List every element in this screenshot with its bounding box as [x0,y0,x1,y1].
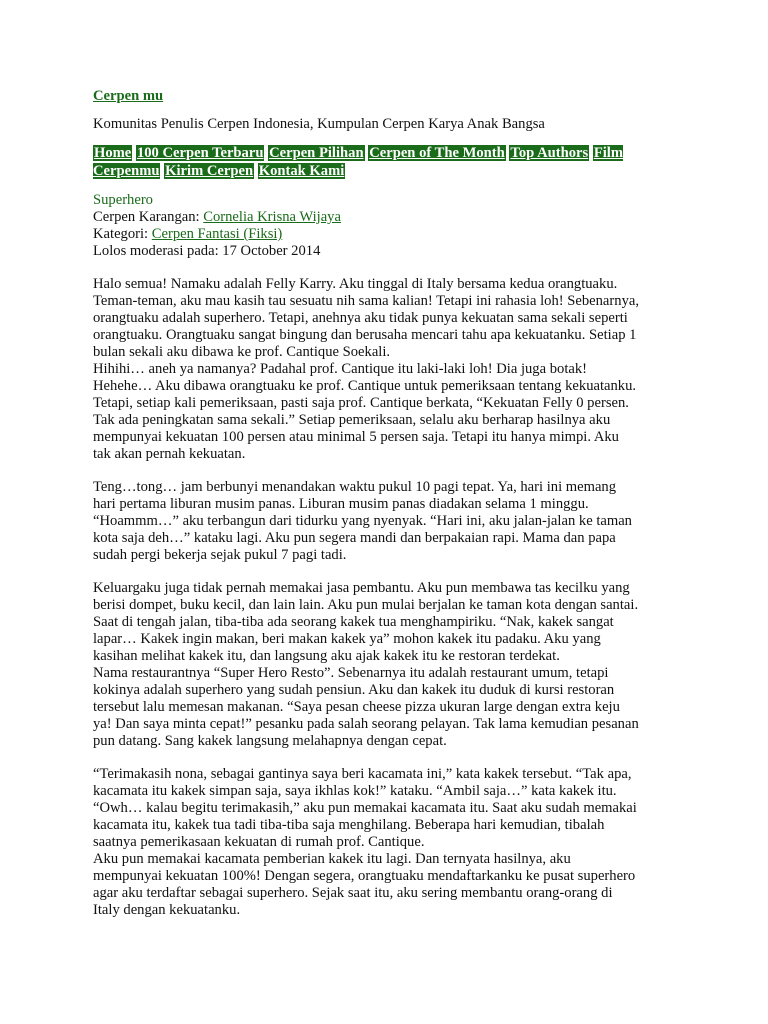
story-line: Keluargaku juga tidak pernah memakai jasa pembantu. Aku pun membawa tas kecilku yang [93,580,630,596]
category-label: Kategori: [93,226,152,242]
story-line: Teman-teman, aku mau kasih tau sesuatu nih sama kalian! Tetapi ini rahasia loh! Sebenarnya, [93,293,639,309]
story-line: Aku pun memakai kacamata pemberian kakek itu lagi. Dan ternyata hasilnya, aku [93,851,571,867]
nav-film-cerpenmu[interactable]: Film Cerpenmu [93,145,624,179]
story-line: berisi dompet, buku kecil, dan lain lain. Aku pun mulai berjalan ke taman kota dengan santai. [93,597,639,613]
story-line: tersebut lalu memesan makanan. “Saya pesan cheese pizza ukuran large dengan extra keju [93,699,620,715]
story-line: kota saja deh…” kataku lagi. Aku pun segera mandi dan berpakaian rapi. Mama dan papa [93,530,616,546]
story-line: ya! Dan saya minta cepat!” pesanku pada salah seorang pelayan. Tak lama kemudian pesanan [93,716,639,732]
story-line: “Hoammm…” aku terbangun dari tidurku yang nyenyak. “Hari ini, aku jalan-jalan ke taman [93,513,632,529]
story-line: Tak ada peningkatan sama sekali.” Setiap pemeriksaan, selalu aku berharap hasilnya aku [93,412,611,428]
story-line: Nama restaurantnya “Super Hero Resto”. Sebenarnya itu adalah restaurant umum, tetapi [93,665,609,681]
story-meta [93,192,683,260]
nav-home[interactable]: Home [94,145,132,161]
story-line: Tetapi, setiap kali pemeriksaan, pasti saja prof. Cantique berkata, “Kekuatan Felly 0 persen. [93,395,629,411]
nav-kirim-cerpen[interactable]: Kirim Cerpen [165,163,254,179]
story-paragraph [93,766,683,919]
category-link[interactable]: Cerpen Fantasi (Fiksi) [151,226,283,242]
story-line: Saat di tengah jalan, tiba-tiba ada seorang kakek tua menghampiriku. “Nak, kakek sangat [93,614,614,630]
nav-kontak-kami[interactable]: Kontak Kami [258,163,345,179]
story-line: “Owh… kalau begitu terimakasih,” aku pun memakai kacamata itu. Saat aku sudah memakai [93,800,637,816]
story-line: Italy dengan kekuatanku. [93,902,241,918]
author-link[interactable]: Cornelia Krisna Wijaya [203,209,341,225]
story-line: saatnya pemerikasaan kekuatan di rumah prof. Cantique. [93,834,425,850]
moderation-date: Lolos moderasi pada: 17 October 2014 [93,243,321,259]
story-line: bulan sekali aku dibawa ke prof. Cantique Soekali. [93,344,391,360]
story-line: Halo semua! Namaku adalah Felly Karry. Aku tinggal di Italy bersama kedua orangtuaku. [93,276,618,292]
story-line: “Terimakasih nona, sebagai gantinya saya beri kacamata ini,” kata kakek tersebut. “Tak apa, [93,766,632,782]
story-line: kacamata itu, kakek tua tadi tiba-tiba saja menghilang. Beberapa hari kemudian, tibalah [93,817,605,833]
story-line: kokinya adalah superhero yang sudah pensiun. Aku dan kakek itu duduk di kursi restoran [93,682,615,698]
category-line [93,226,683,243]
story-line: kasihan melihat kakek itu, dan langsung aku ajak kakek itu ke restoran terdekat. [93,648,560,664]
story-line: kacamata itu kakek simpan saja, saya ikhlas kok!” kataku. “Ambil saja…” kata kakek itu. [93,783,617,799]
site-title-link[interactable]: Cerpen mu [93,88,164,104]
nav-100-cerpen-terbaru[interactable]: 100 Cerpen Terbaru [136,145,264,161]
author-label: Cerpen Karangan: [93,209,204,225]
main-nav [93,144,683,180]
story-line: Hehehe… Aku dibawa orangtuaku ke prof. Cantique untuk pemeriksaan tentang kekuatanku. [93,378,637,394]
story-body [93,276,683,919]
nav-top-authors[interactable]: Top Authors [510,145,589,161]
author-line [93,209,683,226]
story-line: lapar… Kakek ingin makan, beri makan kakek ya” mohon kakek itu padaku. Aku yang [93,631,601,647]
page [93,86,683,935]
story-line: orangtuaku adalah superhero. Tetapi, anehnya aku tidak punya kekuatan sama sekali seperti [93,310,628,326]
story-line: agar aku terdaftar sebagai superhero. Sejak saat itu, aku sering membantu orang-orang di [93,885,613,901]
story-line: hari pertama liburan musim panas. Liburan musim panas diadakan selama 1 minggu. [93,496,589,512]
story-line: pun datang. Sang kakek langsung melahapnya dengan cepat. [93,733,447,749]
story-paragraph [93,276,683,463]
story-paragraph [93,479,683,564]
nav-cerpen-of-the-month[interactable]: Cerpen of The Month [369,145,505,161]
story-line: mempunyai kekuatan 100 persen atau minimal 5 persen saja. Tetapi itu hanya mimpi. Aku [93,429,619,445]
site-tagline: Komunitas Penulis Cerpen Indonesia, Kumpulan Cerpen Karya Anak Bangsa [93,116,545,132]
nav-cerpen-pilihan[interactable]: Cerpen Pilihan [269,145,364,161]
story-line: Teng…tong… jam berbunyi menandakan waktu pukul 10 pagi tepat. Ya, hari ini memang [93,479,617,495]
story-line: tak akan pernah kekuatan. [93,446,246,462]
story-line: Hihihi… aneh ya namanya? Padahal prof. Cantique itu laki-laki loh! Dia juga botak! [93,361,588,377]
story-title: Superhero [93,192,153,208]
story-line: orangtuaku. Orangtuaku sangat bingung dan berusaha mencari tahu apa kekuatanku. Setiap 1 [93,327,637,343]
story-line: sudah pergi bekerja sejak pukul 7 pagi tadi. [93,547,347,563]
story-line: mempunyai kekuatan 100%! Dengan segera, orangtuaku mendaftarkanku ke pusat superhero [93,868,636,884]
story-paragraph [93,580,683,750]
